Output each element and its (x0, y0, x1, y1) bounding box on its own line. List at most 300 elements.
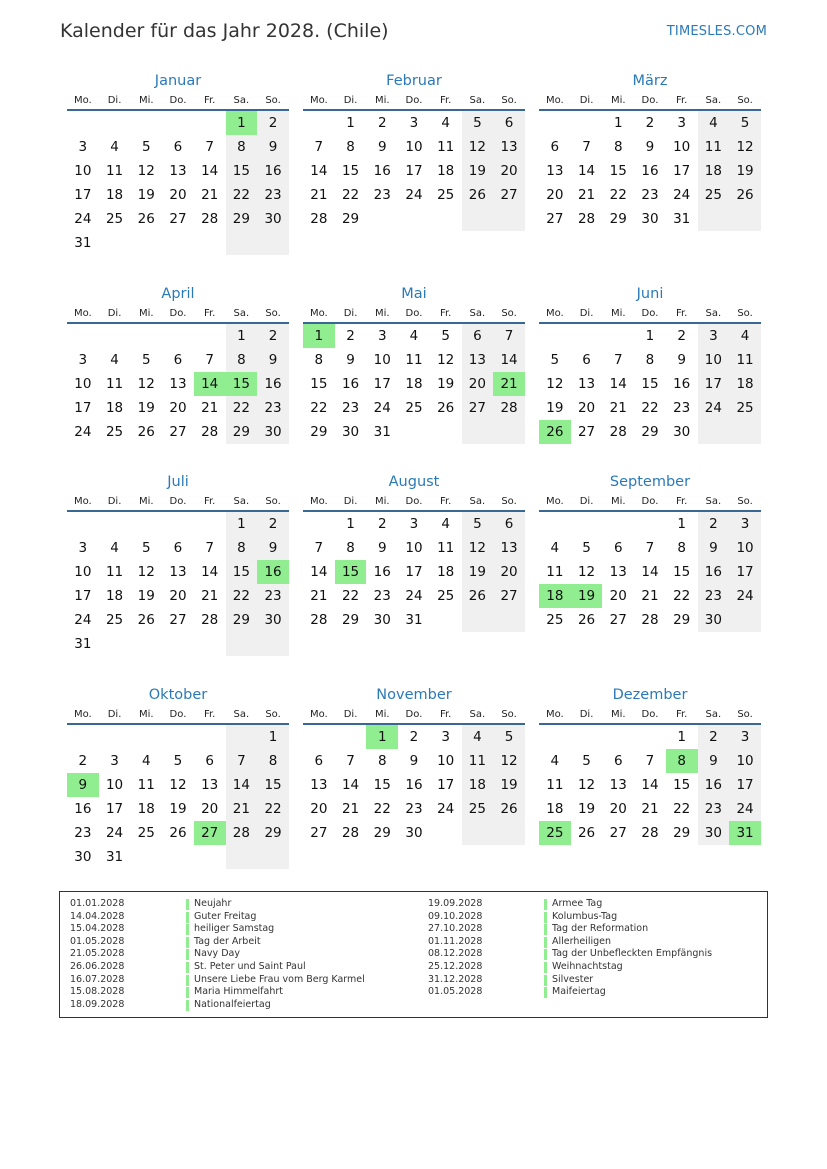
empty-day-cell (194, 231, 226, 255)
day-cell: 13 (310, 777, 328, 793)
day-cell: 21 (201, 187, 219, 203)
weekday-label: So. (737, 308, 753, 319)
day-cell: 17 (74, 187, 92, 203)
holiday-day-cell: 1 (366, 725, 398, 749)
day-cell: 22 (341, 588, 360, 604)
day-cell: 30 (341, 424, 360, 440)
empty-day-cell (162, 632, 194, 656)
weekday-label: So. (737, 496, 753, 507)
month-title: Dezember (612, 687, 688, 703)
weekday-label: Fr. (439, 308, 452, 319)
empty-day-cell (303, 512, 335, 536)
empty-day-cell (67, 512, 99, 536)
weekday-label: Mo. (309, 709, 328, 720)
legend-holiday-name: Tag der Arbeit (194, 935, 261, 947)
weekday-label: So. (737, 95, 753, 106)
legend-date: 18.09.2028 (70, 998, 125, 1010)
day-cell: 11 (105, 163, 124, 179)
day-cell: 27 (169, 211, 187, 227)
legend-holiday-name: Maria Himmelfahrt (194, 986, 283, 998)
empty-day-cell (194, 324, 226, 348)
day-cell: 20 (201, 801, 219, 817)
weekday-label: Fr. (203, 709, 216, 720)
month-mai (303, 284, 525, 444)
weekend-day-cell: 27 (493, 584, 525, 608)
day-cell: 17 (405, 163, 423, 179)
empty-day-cell (162, 725, 194, 749)
day-cell: 21 (577, 187, 596, 203)
weekend-day-cell: 3 (729, 725, 761, 749)
weekend-day-cell: 20 (493, 560, 525, 584)
day-cell: 12 (137, 564, 155, 580)
weekend-day-cell: 15 (226, 159, 258, 183)
day-cell: 11 (105, 376, 124, 392)
month-title: Juli (167, 474, 189, 490)
week-row (539, 584, 761, 608)
day-cell: 11 (546, 777, 564, 793)
week-row (67, 632, 289, 656)
weekday-label: Mo. (309, 308, 328, 319)
day-cell: 2 (409, 729, 419, 745)
day-cell: 6 (613, 753, 623, 769)
weekend-day-cell: 29 (226, 207, 258, 231)
day-cell: 3 (677, 115, 686, 131)
weekday-label: Fr. (675, 308, 688, 319)
weekday-label: Mi. (374, 496, 390, 507)
day-cell: 7 (205, 540, 214, 556)
day-cell: 19 (169, 801, 187, 817)
weekday-header (303, 494, 525, 512)
empty-day-cell (430, 608, 462, 632)
empty-day-cell (194, 845, 226, 869)
day-cell: 21 (641, 588, 659, 604)
legend-row (428, 986, 606, 999)
weekend-day-cell: 13 (462, 348, 494, 372)
weekend-day-cell: 17 (698, 372, 730, 396)
day-cell: 20 (169, 588, 187, 604)
day-cell: 14 (201, 564, 219, 580)
day-cell: 21 (341, 801, 360, 817)
weekend-day-cell: 10 (729, 536, 761, 560)
weekday-label: Mi. (374, 95, 390, 106)
weekend-day-cell: 5 (493, 725, 525, 749)
weekday-label: Di. (579, 308, 594, 319)
month-januar (67, 71, 289, 255)
day-cell: 16 (373, 163, 391, 179)
week-row (539, 420, 761, 444)
day-cell: 6 (173, 352, 183, 368)
weekday-label: Do. (405, 95, 423, 106)
day-cell: 1 (346, 516, 355, 532)
weekday-label: Mi. (610, 308, 626, 319)
weekend-day-cell: 5 (462, 111, 494, 135)
week-row (539, 821, 761, 845)
day-cell: 9 (377, 540, 387, 556)
day-cell: 28 (341, 825, 360, 841)
legend-date: 15.08.2028 (70, 986, 125, 998)
legend-holiday-name: Unsere Liebe Frau vom Berg Karmel (194, 973, 365, 985)
day-cell: 5 (441, 328, 450, 344)
empty-day-cell (729, 608, 761, 632)
holiday-color-marker (186, 924, 189, 935)
weekday-label: Do. (641, 709, 659, 720)
week-row (67, 821, 289, 845)
day-cell: 26 (577, 825, 596, 841)
weekend-day-cell: 23 (257, 183, 289, 207)
weekend-day-cell: 10 (729, 749, 761, 773)
day-cell: 9 (377, 139, 387, 155)
week-row (67, 207, 289, 231)
weekend-day-cell: 24 (729, 584, 761, 608)
day-cell: 13 (169, 376, 187, 392)
weekday-label: Mi. (374, 308, 390, 319)
weekend-day-cell: 2 (698, 725, 730, 749)
holiday-day-cell: 25 (539, 821, 571, 845)
day-cell: 21 (201, 400, 219, 416)
day-cell: 27 (577, 424, 596, 440)
weekend-day-cell: 22 (226, 183, 258, 207)
empty-day-cell (698, 207, 730, 231)
day-cell: 25 (137, 825, 155, 841)
legend-date: 25.12.2028 (428, 961, 483, 972)
weekend-day-cell: 25 (698, 183, 730, 207)
day-cell: 4 (441, 516, 450, 532)
weekday-label: Do. (405, 308, 423, 319)
day-cell: 29 (373, 825, 391, 841)
empty-day-cell (729, 420, 761, 444)
day-cell: 7 (346, 753, 355, 769)
legend-date: 08.12.2028 (428, 948, 483, 960)
legend-date: 16.07.2028 (70, 973, 125, 985)
legend-row (428, 974, 593, 987)
day-cell: 20 (169, 400, 187, 416)
weekend-day-cell: 1 (257, 725, 289, 749)
day-cell: 20 (609, 588, 627, 604)
day-cell: 11 (546, 564, 564, 580)
weekend-day-cell: 30 (257, 207, 289, 231)
weekday-label: Mo. (73, 709, 92, 720)
day-cell: 18 (437, 564, 455, 580)
weekday-label: Di. (107, 308, 122, 319)
empty-day-cell (226, 845, 258, 869)
day-cell: 30 (74, 849, 92, 865)
holiday-color-marker (186, 949, 189, 960)
day-cell: 12 (577, 777, 596, 793)
month-title: Mai (401, 286, 427, 302)
month-title: Oktober (148, 687, 208, 703)
month-title: April (161, 286, 195, 302)
empty-day-cell (257, 632, 289, 656)
weekday-label: Do. (169, 95, 187, 106)
weekday-label: Mi. (138, 95, 154, 106)
legend-row (70, 898, 231, 911)
day-cell: 14 (310, 163, 328, 179)
empty-day-cell (67, 725, 99, 749)
weekend-day-cell: 23 (698, 584, 730, 608)
day-cell: 31 (74, 235, 92, 251)
day-cell: 15 (609, 163, 627, 179)
week-row (303, 396, 525, 420)
day-cell: 15 (341, 163, 360, 179)
legend-holiday-name: Nationalfeiertag (194, 998, 271, 1010)
day-cell: 30 (405, 825, 423, 841)
week-row (303, 749, 525, 773)
day-cell: 27 (169, 424, 187, 440)
legend-row (428, 923, 648, 936)
weekend-day-cell: 9 (257, 348, 289, 372)
day-cell: 17 (74, 588, 92, 604)
empty-day-cell (430, 821, 462, 845)
day-cell: 29 (341, 211, 360, 227)
day-cell: 20 (546, 187, 564, 203)
day-cell: 10 (105, 777, 124, 793)
day-cell: 25 (105, 211, 124, 227)
legend-row (428, 948, 712, 961)
legend-holiday-name: Weihnachtstag (552, 961, 623, 972)
day-cell: 13 (169, 163, 187, 179)
week-row (539, 135, 761, 159)
weekend-day-cell: 22 (257, 797, 289, 821)
day-cell: 23 (373, 187, 391, 203)
day-cell: 4 (550, 753, 560, 769)
legend-row (70, 974, 365, 987)
day-cell: 1 (346, 115, 355, 131)
weekday-label: Di. (107, 496, 122, 507)
day-cell: 2 (78, 753, 88, 769)
day-cell: 7 (582, 139, 591, 155)
empty-day-cell (366, 207, 398, 231)
holiday-day-cell: 31 (729, 821, 761, 845)
day-cell: 3 (377, 328, 387, 344)
weekend-day-cell: 27 (493, 183, 525, 207)
weekend-day-cell: 20 (462, 372, 494, 396)
day-cell: 9 (645, 139, 655, 155)
weekend-day-cell: 19 (493, 773, 525, 797)
empty-day-cell (162, 111, 194, 135)
day-cell: 18 (105, 400, 124, 416)
week-row (67, 773, 289, 797)
legend-row (428, 898, 602, 911)
day-cell: 23 (341, 400, 360, 416)
weekday-label: Mo. (545, 95, 564, 106)
day-cell: 23 (373, 588, 391, 604)
legend-row (70, 999, 271, 1012)
weekday-label: Di. (107, 709, 122, 720)
day-cell: 29 (641, 424, 659, 440)
day-cell: 14 (310, 564, 328, 580)
day-cell: 2 (377, 115, 387, 131)
month-title: Juni (636, 286, 664, 302)
week-row (303, 159, 525, 183)
day-cell: 8 (377, 753, 387, 769)
weekend-day-cell: 13 (493, 536, 525, 560)
empty-day-cell (539, 324, 571, 348)
day-cell: 14 (201, 163, 219, 179)
legend-row (70, 923, 274, 936)
week-row (303, 797, 525, 821)
month-title: September (609, 474, 691, 490)
weekday-label: Mi. (138, 308, 154, 319)
holiday-day-cell: 26 (539, 420, 571, 444)
legend-holiday-name: Tag der Unbefleckten Empfängnis (552, 948, 713, 960)
day-cell: 1 (677, 516, 686, 532)
day-cell: 30 (641, 211, 659, 227)
day-cell: 28 (641, 612, 659, 628)
week-row (539, 797, 761, 821)
day-cell: 15 (373, 777, 391, 793)
holiday-day-cell: 19 (571, 584, 603, 608)
empty-day-cell (571, 725, 603, 749)
weekday-label: So. (501, 308, 517, 319)
week-row (303, 821, 525, 845)
day-cell: 4 (550, 540, 560, 556)
day-cell: 21 (310, 588, 328, 604)
day-cell: 10 (437, 753, 455, 769)
day-cell: 22 (641, 400, 659, 416)
holiday-color-marker (544, 949, 547, 960)
month-dezember (539, 685, 761, 845)
empty-day-cell (493, 420, 525, 444)
holiday-color-marker (186, 962, 189, 973)
day-cell: 26 (137, 424, 155, 440)
day-cell: 28 (310, 211, 328, 227)
weekend-day-cell: 2 (257, 324, 289, 348)
weekend-day-cell: 22 (226, 584, 258, 608)
week-row (539, 536, 761, 560)
day-cell: 9 (346, 352, 355, 368)
weekend-day-cell: 12 (462, 135, 494, 159)
weekend-day-cell: 30 (257, 420, 289, 444)
day-cell: 25 (105, 612, 124, 628)
day-cell: 20 (577, 400, 596, 416)
weekend-day-cell: 9 (698, 749, 730, 773)
weekday-label: Di. (107, 95, 122, 106)
day-cell: 28 (310, 612, 328, 628)
legend-date: 01.01.2028 (70, 898, 125, 909)
day-cell: 7 (613, 352, 623, 368)
legend-date: 15.04.2028 (70, 923, 125, 935)
weekday-label: Mi. (610, 496, 626, 507)
day-cell: 19 (137, 187, 155, 203)
empty-day-cell (493, 207, 525, 231)
day-cell: 17 (437, 777, 455, 793)
weekday-label: So. (265, 496, 281, 507)
weekday-label: Mo. (545, 709, 564, 720)
day-cell: 14 (577, 163, 596, 179)
day-cell: 13 (546, 163, 564, 179)
empty-day-cell (493, 608, 525, 632)
weekend-day-cell: 14 (226, 773, 258, 797)
holiday-color-marker (544, 987, 547, 998)
week-row (539, 159, 761, 183)
weekend-day-cell: 19 (729, 159, 761, 183)
legend-date: 01.05.2028 (70, 935, 125, 947)
week-row (303, 608, 525, 632)
empty-day-cell (335, 725, 367, 749)
day-cell: 6 (173, 540, 183, 556)
weekday-label: Mi. (610, 709, 626, 720)
holiday-color-marker (186, 1000, 189, 1011)
empty-day-cell (493, 821, 525, 845)
weekday-label: Di. (579, 709, 594, 720)
day-cell: 26 (577, 612, 596, 628)
day-cell: 4 (110, 352, 119, 368)
weekend-day-cell: 29 (257, 821, 289, 845)
weekend-day-cell: 8 (226, 135, 258, 159)
holiday-color-marker (186, 899, 189, 910)
day-cell: 8 (346, 540, 355, 556)
day-cell: 17 (405, 564, 423, 580)
day-cell: 7 (645, 753, 655, 769)
day-cell: 28 (609, 424, 627, 440)
holiday-day-cell: 8 (666, 749, 698, 773)
day-cell: 6 (550, 139, 560, 155)
week-row (539, 348, 761, 372)
weekday-label: Sa. (469, 95, 486, 106)
weekend-day-cell: 26 (729, 183, 761, 207)
day-cell: 15 (641, 376, 659, 392)
weekday-header (539, 93, 761, 111)
day-cell: 2 (645, 115, 655, 131)
day-cell: 11 (437, 139, 455, 155)
empty-day-cell (130, 725, 162, 749)
weekend-day-cell: 15 (226, 560, 258, 584)
day-cell: 24 (405, 588, 423, 604)
day-cell: 22 (609, 187, 627, 203)
day-cell: 12 (137, 376, 155, 392)
day-cell: 28 (201, 612, 219, 628)
weekday-label: Di. (579, 496, 594, 507)
weekday-label: Di. (343, 709, 358, 720)
day-cell: 7 (314, 139, 324, 155)
week-row (539, 773, 761, 797)
weekend-day-cell: 4 (462, 725, 494, 749)
week-row (303, 773, 525, 797)
weekday-label: Mi. (138, 709, 154, 720)
day-cell: 11 (437, 540, 455, 556)
week-row (67, 749, 289, 773)
weekend-day-cell: 13 (493, 135, 525, 159)
legend-holiday-name: Tag der Reformation (552, 923, 649, 935)
holiday-day-cell: 14 (194, 372, 226, 396)
day-cell: 1 (613, 115, 623, 131)
day-cell: 16 (373, 564, 391, 580)
week-row (539, 183, 761, 207)
site-brand-link[interactable]: TIMESLES.COM (666, 24, 767, 39)
legend-date: 01.11.2028 (428, 935, 483, 947)
weekday-label: Fr. (675, 496, 688, 507)
empty-day-cell (162, 512, 194, 536)
weekday-label: So. (737, 709, 753, 720)
day-cell: 29 (673, 825, 691, 841)
weekday-label: Fr. (203, 496, 216, 507)
weekend-day-cell: 22 (226, 396, 258, 420)
day-cell: 12 (169, 777, 187, 793)
day-cell: 31 (373, 424, 391, 440)
day-cell: 20 (609, 801, 627, 817)
day-cell: 13 (609, 564, 627, 580)
day-cell: 21 (641, 801, 659, 817)
legend-holiday-name: heiliger Samstag (194, 923, 275, 935)
weekday-label: Do. (169, 308, 187, 319)
day-cell: 10 (74, 163, 92, 179)
day-cell: 11 (137, 777, 155, 793)
day-cell: 3 (78, 139, 88, 155)
day-cell: 13 (201, 777, 219, 793)
weekday-label: Sa. (705, 496, 722, 507)
weekend-day-cell: 18 (462, 773, 494, 797)
weekday-label: Mo. (73, 496, 92, 507)
